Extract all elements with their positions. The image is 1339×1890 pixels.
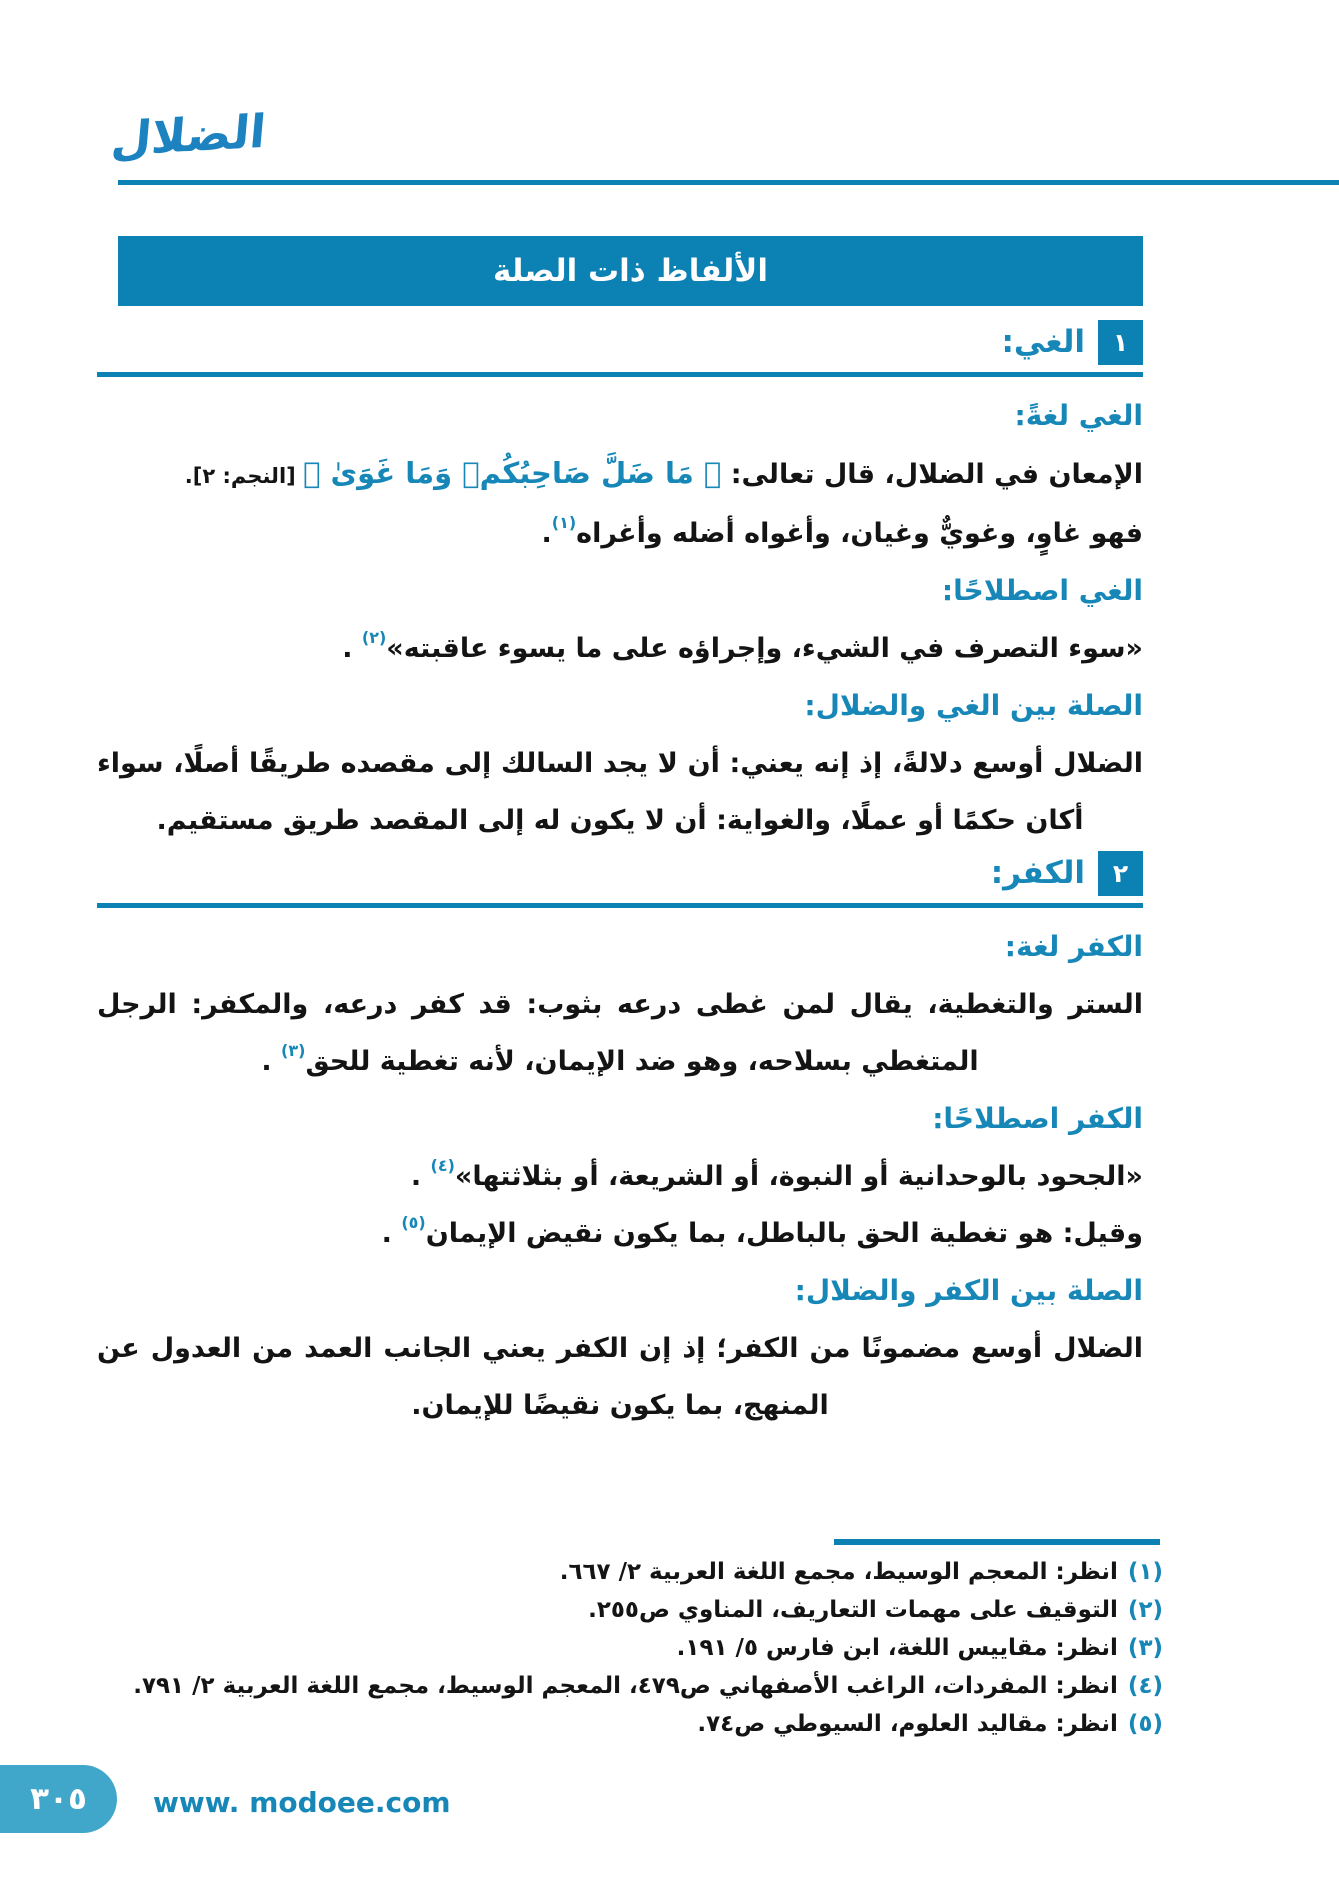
text-segment: الكفر لغة: [1004,930,1143,963]
text-segment: «سوء التصرف في الشيء، وإجراؤه على ما يسوء عاقبته» [386,633,1143,664]
section [97,849,1143,1434]
text-segment: الغي لغةً: [1014,399,1143,432]
text-segment: الصلة بين الكفر والضلال: [794,1274,1143,1307]
footnote-text: انظر: المعجم الوسيط، مجمع اللغة العربية ٢/ ٦٦٧. [559,1559,1118,1585]
footnote-marker-sup: (٥) [401,1213,426,1232]
section-number-badge: ١ [1098,320,1143,365]
section-banner-title: الألفاظ ذات الصلة [492,253,769,289]
paragraph [97,445,1143,505]
page-number-badge [0,1765,117,1833]
section [97,318,1143,849]
paragraph [97,1205,1143,1262]
footnotes [100,1553,1163,1743]
footnote-marker-sup: (٤) [430,1156,455,1175]
website-link[interactable]: www. modoee.com [153,1786,451,1819]
page-header-title: الضلال [109,104,269,166]
text-segment: . [342,633,362,664]
text-segment: الستر والتغطية، يقال لمن غطى درعه بثوب: قد كفر درعه، والمكفر: الرجل المتغطي بسلاحه، وهو ضد الإيمان، لأنه تغطية للحق [97,989,1143,1077]
paragraph [97,505,1143,562]
footnote-marker: (٤) [1127,1673,1163,1699]
text-segment: فهو غاوٍ، وغويٌّ وغيان، وأغواه أضله وأغراه [576,518,1143,549]
footnote-text: انظر: مقاييس اللغة، ابن فارس ٥/ ١٩١. [676,1635,1118,1661]
section-rule [97,372,1143,377]
section-rule [97,903,1143,908]
footnote-text: التوقيف على مهمات التعاريف، المناوي ص٢٥٥. [588,1597,1118,1623]
footnote-item [100,1553,1163,1591]
footnote-item [100,1667,1163,1705]
footnote-marker: (٢) [1127,1597,1163,1623]
text-segment: الكفر اصطلاحًا: [932,1102,1143,1135]
subheading [97,387,1143,445]
section-number-badge: ٢ [1098,851,1143,896]
section-title: الغي: [1001,324,1085,360]
text-segment: الإمعان في الضلال، قال تعالى: [721,459,1143,490]
footnote-marker: (٥) [1127,1711,1163,1737]
section-banner [118,236,1143,306]
paragraph [97,1148,1143,1205]
text-segment: الصلة بين الغي والضلال: [804,689,1143,722]
paragraph [97,1320,1143,1434]
text-segment: . [261,1046,282,1077]
subheading [97,918,1143,976]
footnotes-divider [834,1539,1160,1545]
footnote-marker-sup: (١) [551,513,577,532]
footnote-item [100,1591,1163,1629]
subheading [97,1262,1143,1320]
footnote-item [100,1629,1163,1667]
text-segment: . [381,1218,402,1249]
footnote-marker: (١) [1127,1559,1163,1585]
paragraph [97,976,1143,1090]
text-segment: الضلال أوسع دلالةً، إذ إنه يعني: أن لا يجد السالك إلى مقصده طريقًا أصلًا، سواء أكان حكمًا أو عملًا، والغواية: أن لا يكون له إلى المقصد طريق مستقيم. [97,748,1143,836]
text-segment: . [410,1161,431,1192]
paragraph [97,735,1143,849]
text-segment: «الجحود بالوحدانية أو النبوة، أو الشريعة، أو بثلاثتها» [454,1161,1143,1192]
subheading [97,562,1143,620]
footnote-item [100,1705,1163,1743]
paragraph [97,620,1143,677]
section-heading [97,849,1143,897]
footnote-marker-sup: (٢) [361,628,387,647]
section-title: الكفر: [990,855,1085,891]
header-rule [118,180,1339,185]
section-heading [97,318,1143,366]
footnote-text: انظر: مقاليد العلوم، السيوطي ص٧٤. [697,1711,1118,1737]
footnote-text: انظر: المفردات، الراغب الأصفهاني ص٤٧٩، المعجم الوسيط، مجمع اللغة العربية ٢/ ٧٩١. [133,1673,1118,1699]
text-segment: الضلال أوسع مضمونًا من الكفر؛ إذ إن الكفر يعني الجانب العمد من العدول عن المنهج، بما يكون نقيضًا للإيمان. [97,1333,1143,1421]
footnote-marker-sup: (٣) [281,1041,306,1060]
text-segment: . [541,518,552,549]
subheading [97,1090,1143,1148]
footnote-marker: (٣) [1127,1635,1163,1661]
main-content [97,318,1143,1434]
subheading [97,677,1143,735]
verse-reference: [النجم: ٢]. [184,464,304,488]
quran-verse: ﴿ مَا ضَلَّ صَاحِبُكُمۡ وَمَا غَوَىٰ ﴾ [303,456,722,490]
text-segment: الغي اصطلاحًا: [941,574,1143,607]
text-segment: وقيل: هو تغطية الحق بالباطل، بما يكون نقيض الإيمان [425,1218,1143,1249]
page-number: ٣٠٥ [30,1781,87,1817]
